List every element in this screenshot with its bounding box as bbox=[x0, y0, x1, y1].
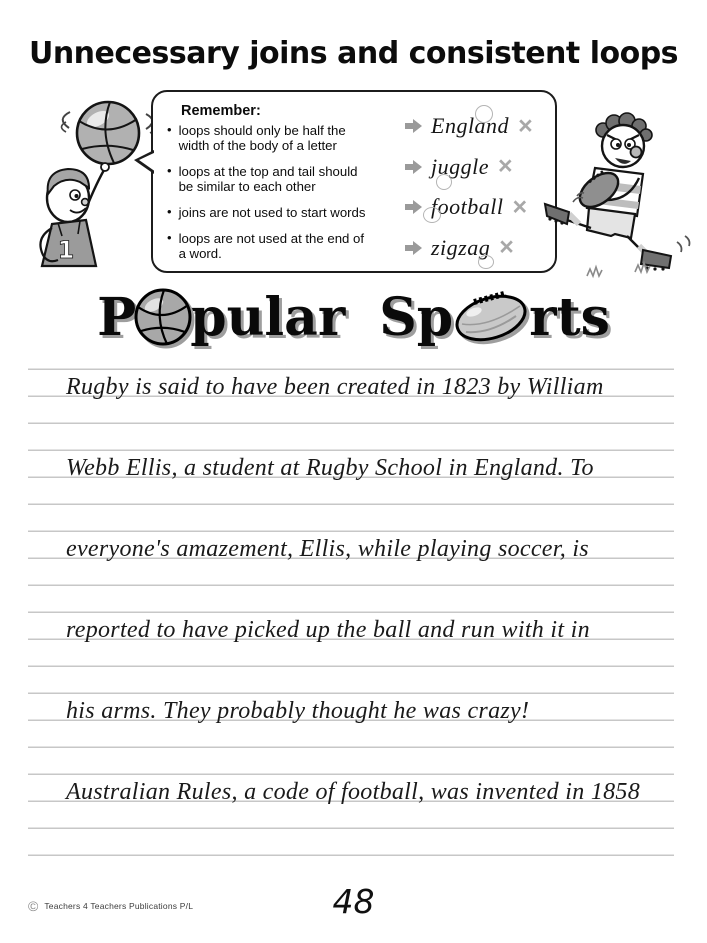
rugby-boy-illustration bbox=[543, 108, 703, 285]
cross-icon: × bbox=[499, 233, 514, 262]
model-handwriting-line: Australian Rules, a code of football, was invented in 1858 bbox=[66, 779, 641, 805]
remember-heading: Remember: bbox=[181, 103, 261, 119]
title-segment: Sp bbox=[379, 286, 454, 348]
boy-spinning-basketball-icon bbox=[22, 92, 160, 270]
right-arrow-icon bbox=[405, 119, 422, 133]
cross-icon: × bbox=[498, 152, 513, 181]
example-row bbox=[399, 150, 549, 185]
model-handwriting-line: everyone's amazement, Ellis, while playing soccer, is bbox=[66, 536, 589, 562]
handwriting-practice-area bbox=[28, 356, 674, 861]
model-handwriting-line: Rugby is said to have been created in 1823 by William bbox=[66, 374, 604, 400]
bullet-icon: • bbox=[167, 163, 172, 179]
right-arrow-icon bbox=[405, 160, 422, 174]
remember-bullet: • loops are not used at the end of a word. bbox=[167, 230, 365, 262]
error-highlight-circle bbox=[436, 174, 452, 190]
example-row bbox=[399, 231, 549, 266]
remember-rules bbox=[167, 101, 399, 265]
boy-running-with-rugby-ball-icon bbox=[543, 108, 703, 280]
remember-box bbox=[151, 90, 557, 273]
example-row bbox=[399, 190, 549, 225]
bad-examples bbox=[399, 101, 549, 265]
bullet-icon: • bbox=[167, 204, 172, 220]
error-highlight-circle bbox=[475, 105, 493, 123]
copyright-icon: © bbox=[28, 898, 39, 914]
cross-icon: × bbox=[518, 111, 533, 140]
model-handwriting-line: reported to have picked up the ball and run with it in bbox=[66, 617, 590, 643]
title-segment: P bbox=[97, 286, 137, 348]
model-handwriting-line: his arms. They probably thought he was crazy! bbox=[66, 698, 530, 724]
right-arrow-icon bbox=[405, 200, 422, 214]
remember-bullet: • loops at the top and tail should be similar to each other bbox=[167, 163, 358, 195]
bullet-icon: • bbox=[167, 122, 172, 137]
svg-text:1: 1 bbox=[57, 236, 75, 264]
rugby-ball-icon bbox=[450, 286, 532, 348]
right-arrow-icon bbox=[405, 241, 422, 255]
model-handwriting-line: Webb Ellis, a student at Rugby School in England. To bbox=[66, 455, 594, 481]
copyright-text: Teachers 4 Teachers Publications P/L bbox=[44, 901, 194, 911]
basketball-boy-illustration bbox=[22, 92, 160, 275]
example-word: juggle bbox=[431, 154, 489, 180]
cross-icon: × bbox=[512, 192, 528, 221]
remember-bullet: • loops should only be half the width of the body of a letter bbox=[167, 122, 346, 154]
remember-bullet: • joins are not used to start words bbox=[167, 204, 366, 221]
section-title-popular-sports bbox=[0, 282, 707, 352]
title-segment: pular bbox=[190, 286, 346, 348]
title-segment: rts bbox=[529, 286, 610, 348]
error-highlight-circle bbox=[478, 255, 494, 269]
example-word: England bbox=[431, 113, 509, 139]
error-highlight-circle bbox=[423, 207, 441, 223]
example-row bbox=[399, 109, 549, 144]
bullet-icon: • bbox=[167, 230, 172, 246]
page-number: 48 bbox=[332, 882, 375, 921]
example-word: football bbox=[431, 194, 503, 220]
basketball-icon bbox=[133, 286, 193, 348]
page-title: Unnecessary joins and consistent loops bbox=[28, 36, 679, 71]
example-word: zigzag bbox=[431, 235, 490, 261]
